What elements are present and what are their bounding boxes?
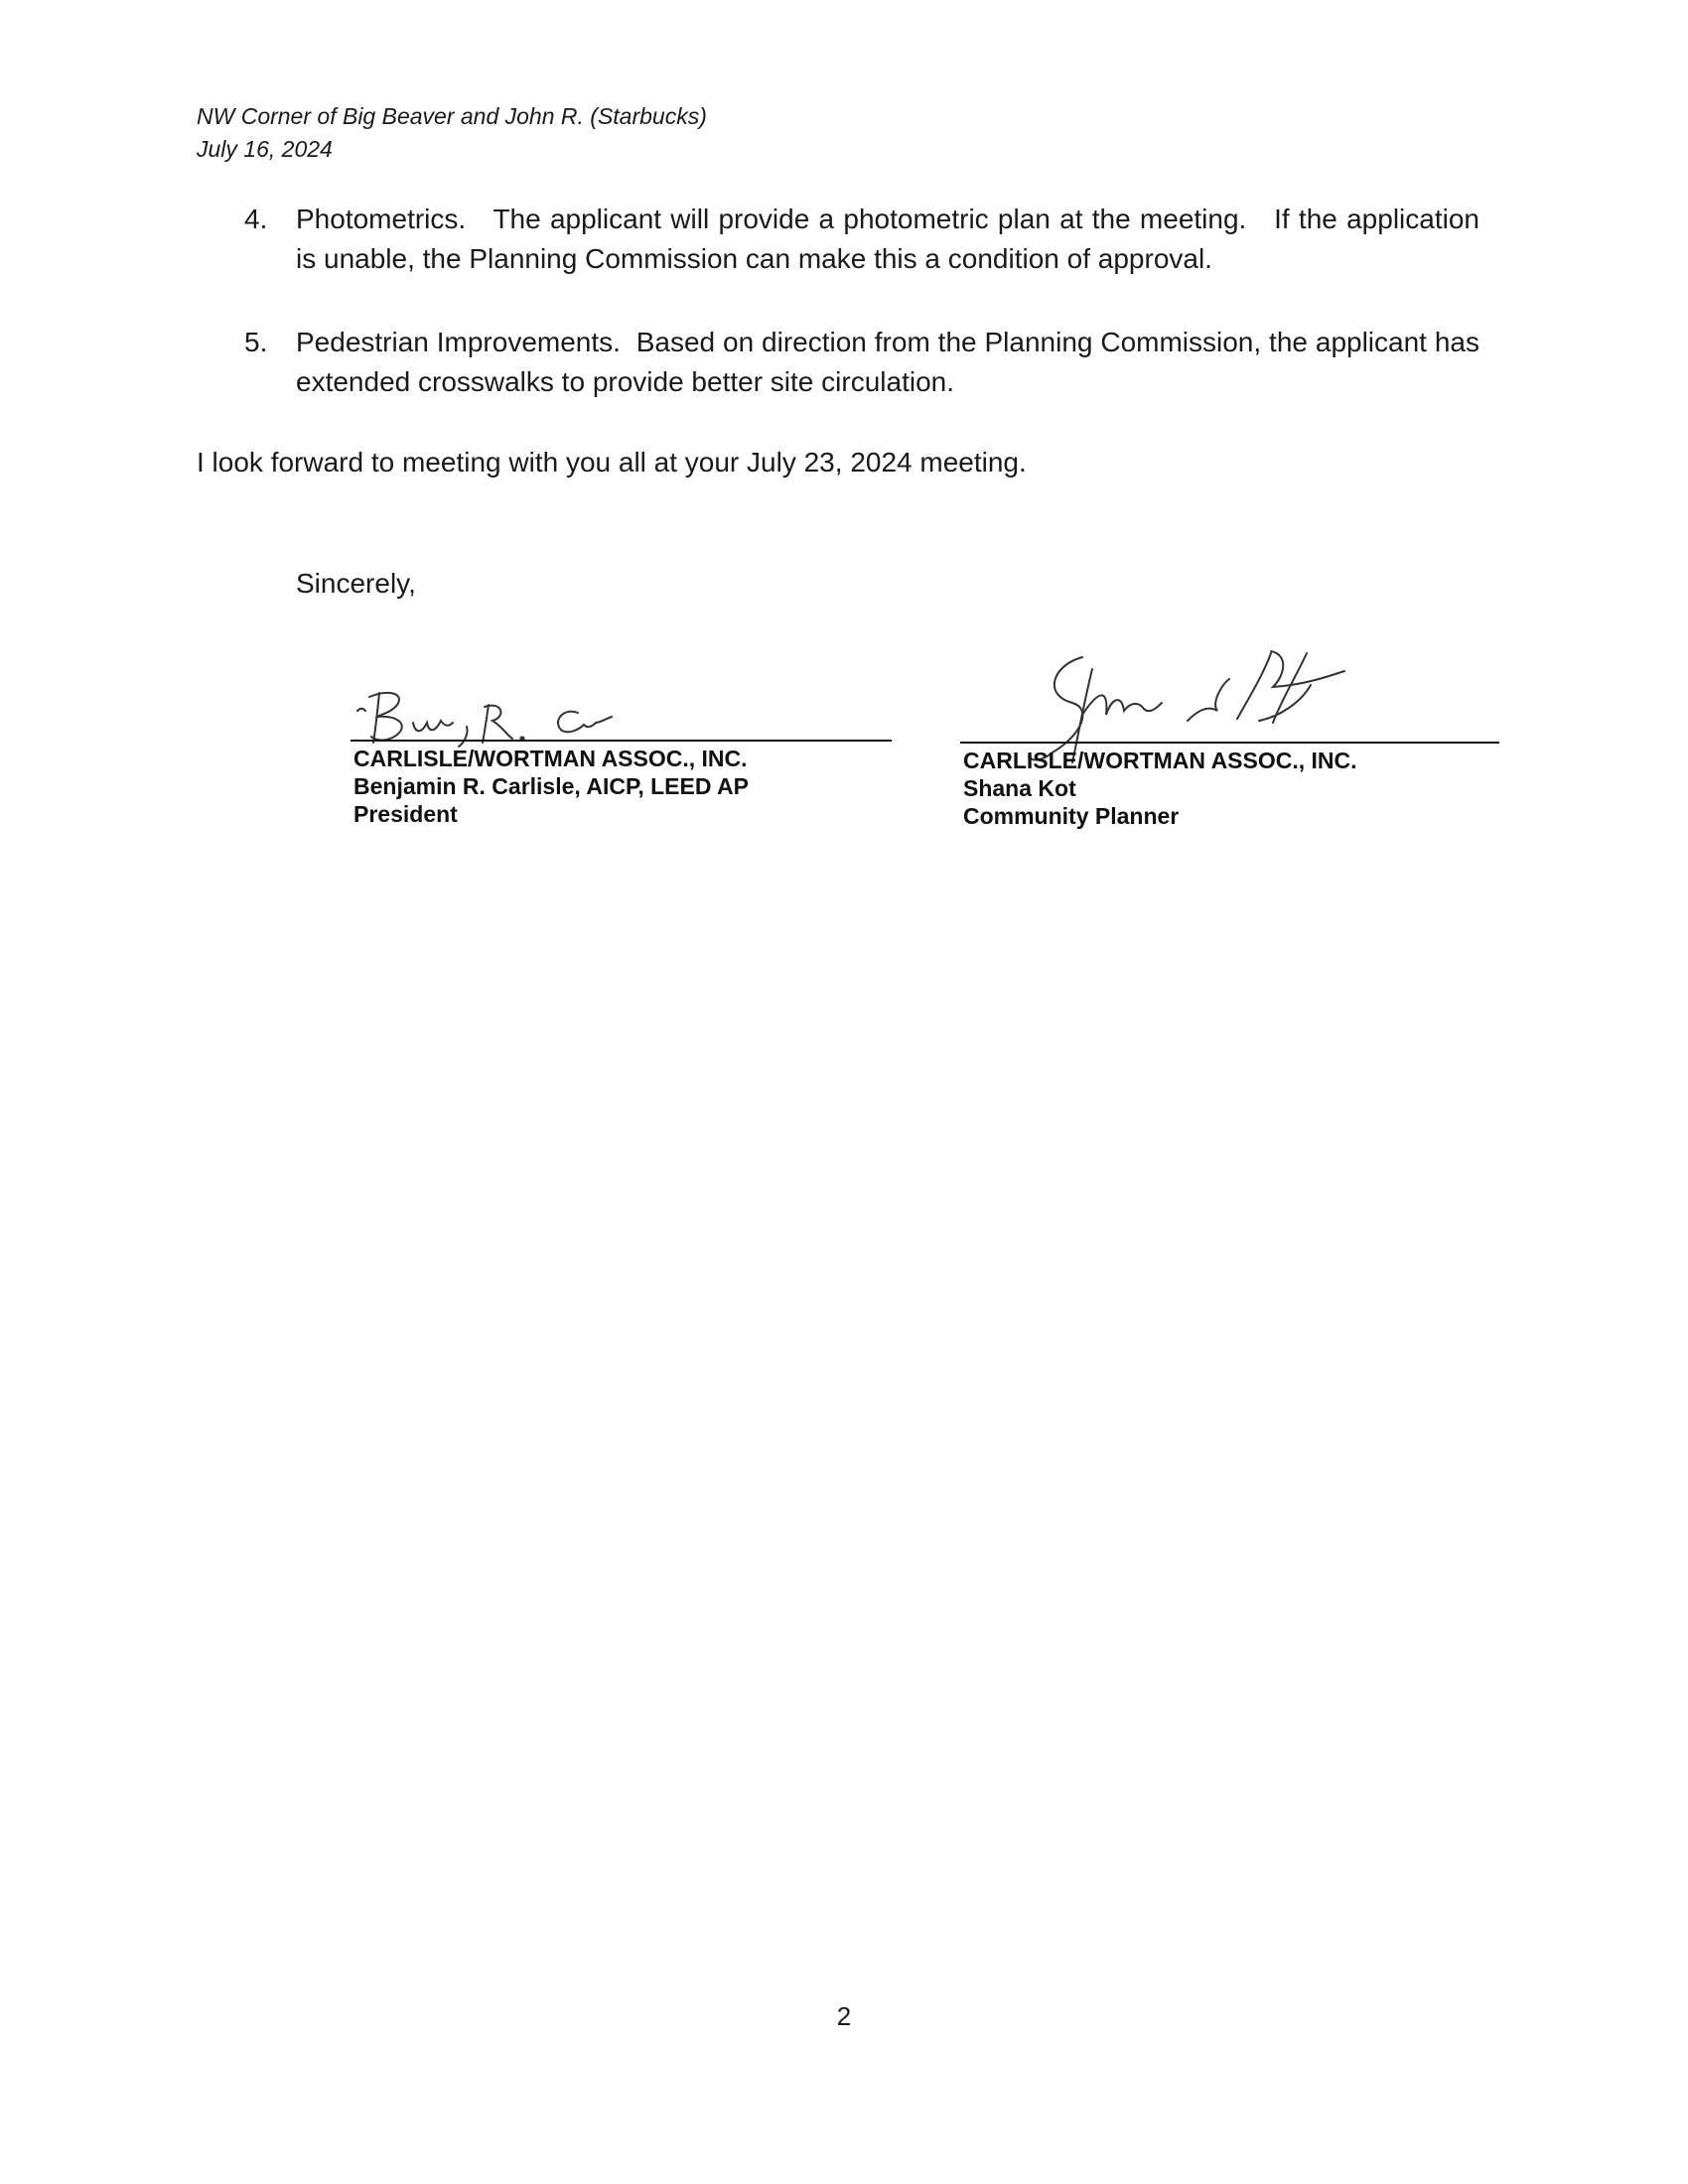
signature-line — [351, 740, 892, 742]
list-item-text: Pedestrian Improvements. Based on direction from the Planning Commission, the applicant has extended crosswalks to provide better site circulation. — [296, 327, 1479, 397]
page-number: 2 — [836, 2001, 852, 2031]
list-item-number: 4. — [244, 204, 268, 234]
signature-company: CARLISLE/WORTMAN ASSOC., INC. — [963, 748, 1357, 773]
signature-company: CARLISLE/WORTMAN ASSOC., INC. — [353, 746, 748, 771]
signature-title: President — [353, 801, 458, 827]
header-date: July 16, 2024 — [197, 136, 333, 162]
list-item — [244, 323, 1479, 402]
signature-name: Shana Kot — [963, 775, 1076, 801]
signature-line — [960, 742, 1499, 744]
sign-off: Sincerely, — [296, 568, 416, 599]
signature-name: Benjamin R. Carlisle, AICP, LEED AP — [353, 773, 749, 799]
closing-paragraph: I look forward to meeting with you all at your July 23, 2024 meeting. — [197, 447, 1027, 478]
signature-title: Community Planner — [963, 803, 1180, 829]
handwritten-signature-carlisle — [357, 683, 655, 752]
list-item-number: 5. — [244, 327, 268, 357]
header-subject: NW Corner of Big Beaver and John R. (Starbucks) — [197, 103, 707, 129]
list-item-text: Photometrics. The applicant will provide a photometric plan at the meeting. If the application is unable, the Planning Commission can make this a condition of approval. — [296, 204, 1479, 274]
list-item — [244, 200, 1479, 279]
letter-header — [197, 100, 707, 166]
